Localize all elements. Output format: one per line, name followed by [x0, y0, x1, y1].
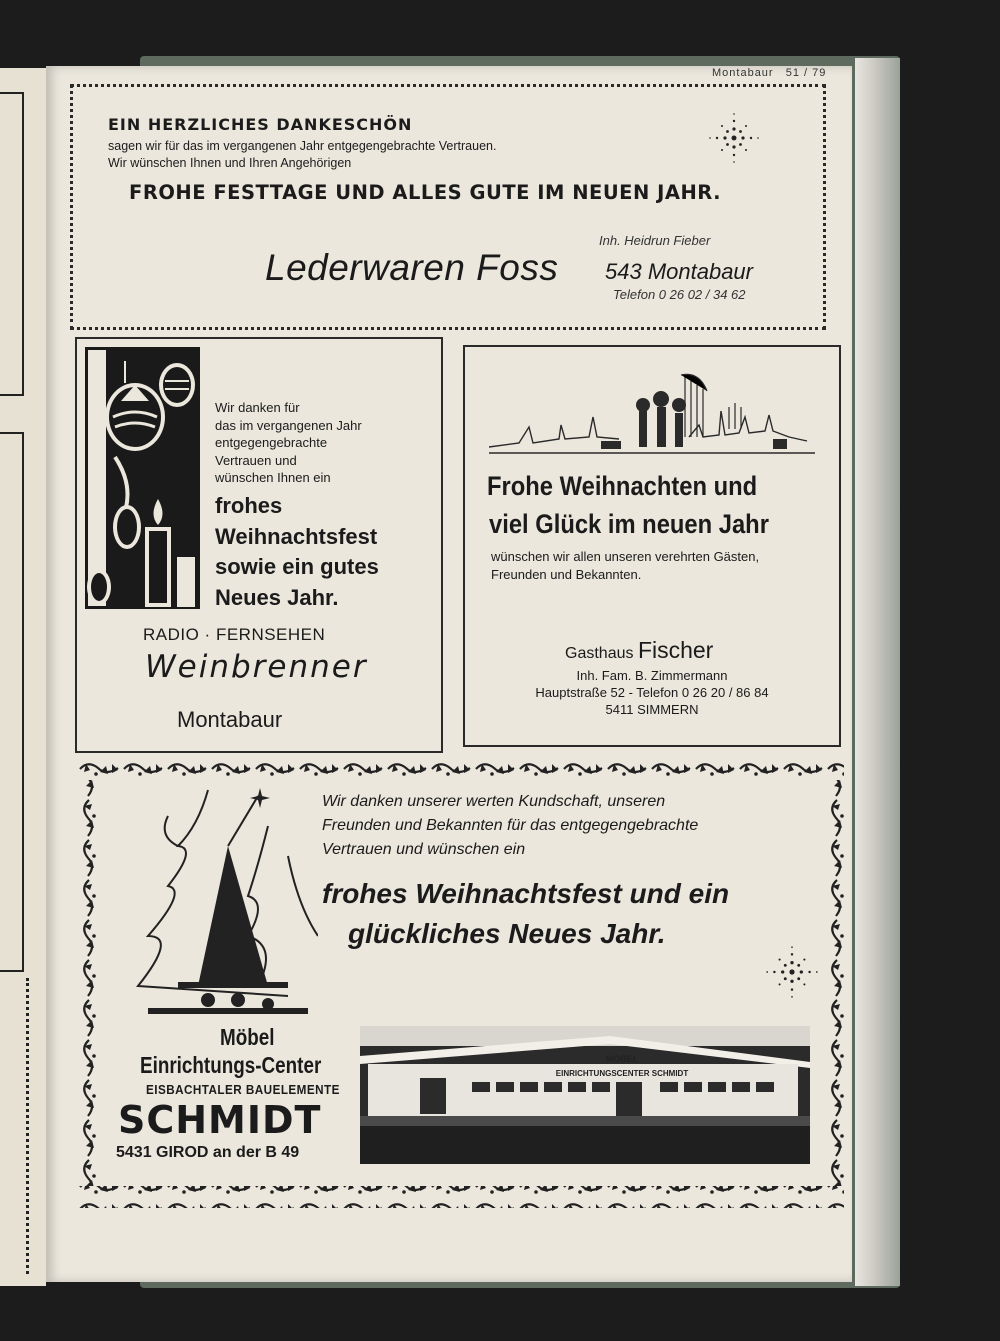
ad-headline: viel Glück im neuen Jahr: [489, 509, 769, 539]
ad-text: Freunden und Bekannten.: [491, 567, 642, 582]
ad-text: Wir danken unserer werten Kundschaft, unseren: [322, 793, 666, 810]
ad-text: entgegengebrachte: [215, 435, 328, 450]
ad-text: wünschen wir allen unseren verehrten Gästen,: [491, 549, 760, 564]
store-building-photo: [360, 1026, 810, 1164]
christmas-ornament-icon: [85, 347, 200, 609]
store-sign: EINRICHTUNGSCENTER SCHMIDT: [555, 1069, 689, 1078]
ad-name-prefix: Gasthaus: [565, 645, 634, 662]
left-page-dotted-frame: [0, 978, 29, 1274]
logo-line: Möbel: [220, 1024, 275, 1050]
ad-slogan: FROHE FESTTAGE UND ALLES GUTE IM NEUEN JAHR.: [129, 181, 722, 204]
store-sign: MÖBEL: [605, 1054, 639, 1064]
ad-text: Vertrauen und wünschen ein: [322, 841, 526, 858]
ad-headline: EIN HERZLICHES DANKESCHÖN: [108, 115, 413, 134]
ad-text: Vertrauen und: [215, 452, 297, 468]
ad-wish-line: Neues Jahr.: [215, 584, 339, 610]
ad-brand: Lederwaren Foss: [265, 247, 559, 288]
logo-name: SCHMIDT: [118, 1098, 322, 1142]
ad-text: das im vergangenen Jahr: [215, 417, 362, 433]
logo-line: Einrichtungs-Center: [140, 1052, 322, 1078]
star-burst-icon: [705, 109, 763, 167]
ad-name: Fischer: [637, 637, 714, 663]
ad-wish-line: Weihnachtsfest: [215, 523, 378, 549]
ad-text: wünschen Ihnen ein: [215, 470, 331, 485]
ad-address: 5431 GIROD an der B 49: [116, 1144, 300, 1161]
ad-text: Freunden und Bekannten für das entgegengebrachte: [322, 817, 699, 834]
ad-wish: glückliches Neues Jahr.: [348, 918, 666, 949]
ad-brand: Weinbrenner: [145, 649, 368, 685]
newspaper-page: [46, 66, 852, 1282]
ad-weinbrenner: [75, 337, 443, 753]
ad-text: sagen wir für das im vergangenen Jahr entgegengebrachte Vertrauen.: [108, 139, 497, 153]
ad-text-block: [215, 399, 362, 487]
ad-business-name: [565, 637, 713, 664]
ad-address: Hauptstraße 52 - Telefon 0 26 20 / 86 84: [535, 685, 769, 700]
ad-trade: RADIO · FERNSEHEN: [143, 625, 326, 644]
ad-gasthaus-fischer: [463, 345, 841, 747]
snowy-trees-nativity-icon: [118, 786, 318, 1026]
ad-owner: Inh. Heidrun Fieber: [599, 233, 711, 248]
ad-contact: [465, 667, 839, 718]
ad-moebel-schmidt: [78, 758, 844, 1208]
ad-wish-line: sowie ein gutes: [215, 554, 379, 579]
ad-owner: Inh. Fam. B. Zimmermann: [576, 668, 728, 683]
left-page-frame: [0, 432, 24, 972]
ad-headline: Frohe Weihnachten und: [487, 471, 758, 501]
ad-text: Wir wünschen Ihnen und Ihren Angehörigen: [108, 156, 352, 170]
ad-wish: [215, 491, 379, 613]
ad-city: Montabaur: [177, 707, 283, 732]
page-header: Montabaur 51 / 79: [712, 67, 827, 79]
ad-wish: frohes Weihnachtsfest und ein: [322, 878, 730, 909]
ad-phone: Telefon 0 26 02 / 34 62: [613, 287, 746, 302]
binder-edge: [855, 58, 900, 1286]
star-burst-icon: [762, 942, 822, 1002]
ad-text-block: [322, 790, 698, 862]
ad-wish-line: frohes: [215, 493, 283, 518]
ad-city: 5411 SIMMERN: [605, 702, 699, 717]
ad-city: 543 Montabaur: [605, 259, 753, 284]
ad-text: Wir danken für: [215, 400, 300, 415]
ad-lederwaren-foss: [70, 84, 826, 330]
town-with-carolers-icon: [489, 367, 815, 459]
left-page-edge: [0, 68, 46, 1286]
left-page-frame: [0, 92, 24, 396]
logo-line: EISBACHTALER BAUELEMENTE: [146, 1082, 340, 1097]
